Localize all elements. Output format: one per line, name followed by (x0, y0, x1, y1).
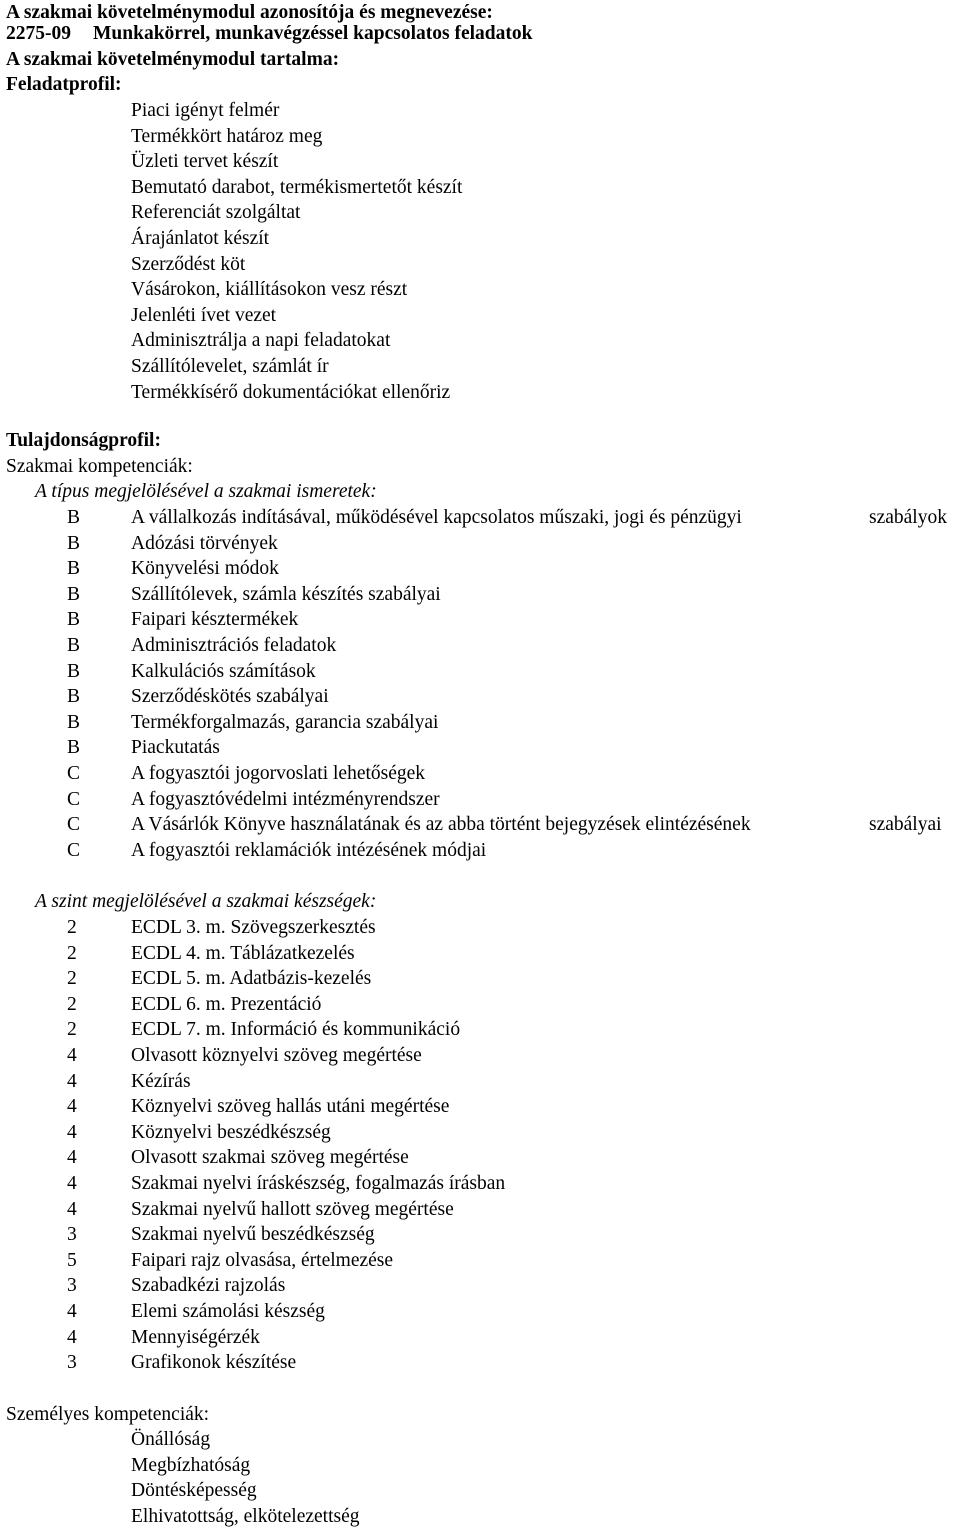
knowledge-item (0, 838, 960, 864)
task-item-label: Piaci igényt felmér (131, 100, 280, 121)
task-item (0, 124, 960, 150)
knowledge-type: C (67, 788, 81, 810)
skill-item (0, 1325, 960, 1351)
skill-label: ECDL 7. m. Információ és kommunikáció (131, 1019, 461, 1041)
task-item-label: Termékkört határoz meg (131, 125, 323, 147)
knowledge-item (0, 761, 960, 787)
task-item (0, 175, 960, 201)
personal-item-label: Elhivatottság, elkötelezettség (131, 1505, 360, 1527)
task-item (0, 354, 960, 380)
knowledge-label: Könyvelési módok (131, 558, 279, 580)
skill-label: ECDL 3. m. Szövegszerkesztés (131, 917, 376, 938)
skill-item (0, 1094, 960, 1120)
task-profile-heading: Feladatprofil: (6, 74, 122, 95)
task-item-label: Szerződést köt (131, 253, 246, 275)
personal-item-label: Megbízhatóság (131, 1454, 251, 1476)
task-item (0, 277, 960, 303)
skill-level: 3 (67, 1224, 77, 1246)
knowledge-type: B (67, 609, 81, 631)
task-item (0, 226, 960, 252)
skill-item (0, 915, 960, 941)
skill-item (0, 1222, 960, 1248)
skill-level: 2 (67, 917, 77, 938)
task-item-label: Vásárokon, kiállításokon vesz részt (131, 279, 408, 301)
skill-item (0, 1273, 960, 1299)
knowledge-item (0, 710, 960, 736)
skill-label: Köznyelvi beszédkészség (131, 1121, 331, 1143)
skill-label: Szabadkézi rajzolás (131, 1275, 286, 1297)
skills-heading: A szint megjelölésével a szakmai készségek: (35, 891, 377, 912)
knowledge-item (0, 812, 960, 838)
skill-level: 4 (67, 1096, 77, 1118)
module-title: A szakmai követelménymodul azonosítója és megnevezése: (6, 2, 493, 23)
knowledge-label: Piackutatás (131, 737, 220, 759)
task-item-label: Adminisztrálja a napi feladatokat (131, 330, 391, 352)
knowledge-label: Termékforgalmazás, garancia szabályai (131, 711, 439, 733)
knowledge-item (0, 735, 960, 761)
personal-item (0, 1453, 960, 1479)
knowledge-type: B (67, 737, 81, 759)
skill-label: Szakmai nyelvű beszédkészség (131, 1224, 375, 1246)
task-item (0, 252, 960, 278)
knowledge-label: A Vásárlók Könyve használatának és az abba történt bejegyzések elintézésének (131, 814, 751, 836)
skill-label: Elemi számolási készség (131, 1301, 325, 1322)
personal-item (0, 1504, 960, 1530)
task-item-label: Szállítólevelet, számlát ír (131, 356, 329, 377)
personal-item (0, 1478, 960, 1504)
skill-level: 4 (67, 1173, 77, 1194)
skill-label: ECDL 6. m. Prezentáció (131, 993, 322, 1015)
knowledge-type: B (67, 532, 81, 554)
knowledge-item (0, 787, 960, 813)
skill-label: ECDL 5. m. Adatbázis-kezelés (131, 968, 372, 990)
skill-item (0, 1017, 960, 1043)
knowledge-label-tail: szabályok (869, 507, 947, 528)
knowledge-type: C (67, 763, 81, 784)
knowledge-item (0, 684, 960, 710)
knowledge-label: Szerződéskötés szabályai (131, 686, 329, 708)
skill-label: Szakmai nyelvi íráskészség, fogalmazás írásban (131, 1173, 506, 1194)
skill-label: Olvasott szakmai szöveg megértése (131, 1147, 409, 1169)
skill-item (0, 1197, 960, 1223)
knowledge-item (0, 659, 960, 685)
task-item-label: Üzleti tervet készít (131, 151, 279, 173)
skill-label: Faipari rajz olvasása, értelmezése (131, 1249, 394, 1271)
skill-label: ECDL 4. m. Táblázatkezelés (131, 942, 355, 964)
task-item (0, 149, 960, 175)
knowledge-label: Adózási törvények (131, 532, 278, 554)
knowledge-item (0, 556, 960, 582)
knowledge-item (0, 607, 960, 633)
skill-item (0, 1145, 960, 1171)
knowledge-label: Kalkulációs számítások (131, 660, 316, 682)
knowledge-item (0, 531, 960, 557)
personal-competences-heading: Személyes kompetenciák: (6, 1404, 210, 1425)
skill-level: 2 (67, 993, 77, 1015)
knowledge-type: B (67, 583, 81, 605)
task-item-label: Jelenléti ívet vezet (131, 304, 277, 326)
skill-item (0, 1299, 960, 1325)
module-id-row (0, 21, 960, 47)
task-item (0, 200, 960, 226)
skill-level: 2 (67, 1019, 77, 1041)
task-item-label: Referenciát szolgáltat (131, 202, 301, 224)
knowledge-label: A fogyasztói jogorvoslati lehetőségek (131, 763, 426, 784)
knowledge-label: A vállalkozás indításával, működésével kapcsolatos műszaki, jogi és pénzügyi (131, 507, 742, 528)
task-item (0, 328, 960, 354)
skill-level: 4 (67, 1147, 77, 1169)
knowledge-type: B (67, 686, 81, 708)
property-profile-heading: Tulajdonságprofil: (6, 430, 161, 451)
skill-level: 3 (67, 1275, 77, 1297)
knowledge-type: B (67, 507, 81, 528)
skill-level: 4 (67, 1070, 77, 1092)
knowledge-heading: A típus megjelölésével a szakmai ismeretek: (35, 481, 377, 502)
knowledge-label: A fogyasztói reklamációk intézésének módjai (131, 839, 487, 861)
task-item (0, 380, 960, 406)
skill-level: 2 (67, 942, 77, 964)
skill-level: 4 (67, 1045, 77, 1066)
skill-level: 4 (67, 1301, 77, 1322)
skill-item (0, 1350, 960, 1376)
knowledge-label: Faipari késztermékek (131, 609, 299, 631)
knowledge-label: Adminisztrációs feladatok (131, 635, 337, 656)
skill-item (0, 941, 960, 967)
skill-item (0, 1120, 960, 1146)
skill-level: 2 (67, 968, 77, 990)
skill-label: Grafikonok készítése (131, 1352, 297, 1374)
skill-item (0, 1069, 960, 1095)
skill-item (0, 992, 960, 1018)
knowledge-type: B (67, 660, 81, 682)
knowledge-item (0, 505, 960, 531)
task-item (0, 303, 960, 329)
knowledge-label: A fogyasztóvédelmi intézményrendszer (131, 788, 440, 810)
knowledge-type: C (67, 839, 81, 861)
skill-label: Szakmai nyelvű hallott szöveg megértése (131, 1198, 454, 1220)
skill-label: Kézírás (131, 1070, 191, 1092)
skill-level: 4 (67, 1121, 77, 1143)
professional-competences-heading: Szakmai kompetenciák: (6, 456, 193, 477)
knowledge-item (0, 582, 960, 608)
skill-item (0, 1043, 960, 1069)
skill-level: 4 (67, 1326, 77, 1348)
task-item-label: Termékkísérő dokumentációkat ellenőriz (131, 381, 451, 403)
knowledge-type: B (67, 635, 81, 656)
task-item-label: Árajánlatot készít (131, 228, 270, 249)
knowledge-type: C (67, 814, 81, 836)
skill-level: 4 (67, 1198, 77, 1220)
content-title: A szakmai követelménymodul tartalma: (6, 49, 340, 70)
task-item (0, 98, 960, 124)
skill-label: Olvasott köznyelvi szöveg megértése (131, 1045, 422, 1066)
skill-item (0, 1171, 960, 1197)
knowledge-label: Szállítólevek, számla készítés szabályai (131, 583, 441, 605)
skill-level: 5 (67, 1249, 77, 1271)
module-code: 2275-09 (6, 23, 71, 44)
task-item-label: Bemutató darabot, termékismertetőt készít (131, 176, 463, 198)
personal-item-label: Döntésképesség (131, 1480, 257, 1502)
skill-label: Köznyelvi szöveg hallás utáni megértése (131, 1096, 450, 1118)
skill-label: Mennyiségérzék (131, 1326, 260, 1348)
skill-level: 3 (67, 1352, 77, 1374)
knowledge-item (0, 633, 960, 659)
personal-item-label: Önállóság (131, 1429, 211, 1450)
knowledge-type: B (67, 558, 81, 580)
skill-item (0, 1248, 960, 1274)
knowledge-label-tail: szabályai (869, 814, 942, 836)
personal-item (0, 1427, 960, 1453)
knowledge-type: B (67, 711, 81, 733)
skill-item (0, 966, 960, 992)
module-name: Munkakörrel, munkavégzéssel kapcsolatos feladatok (93, 23, 533, 44)
